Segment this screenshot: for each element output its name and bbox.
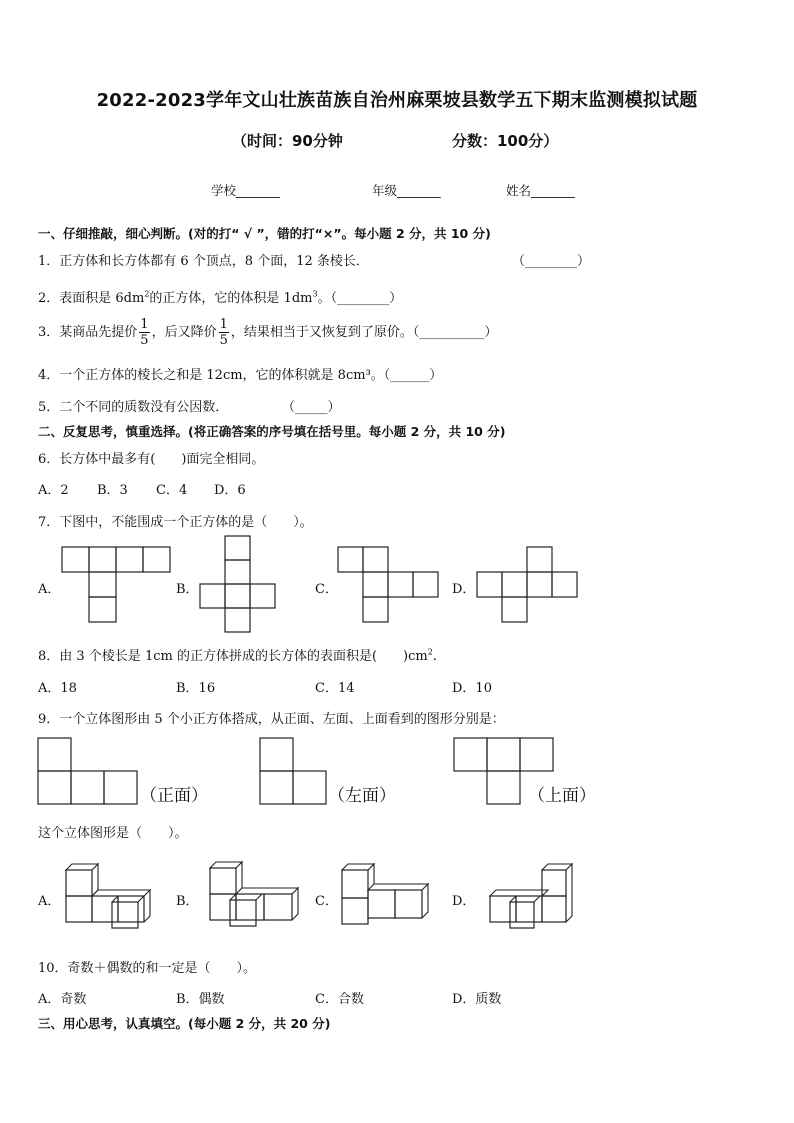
q8-option-d[interactable]: D．10 <box>452 681 492 696</box>
q9-label-c[interactable]: C． <box>315 894 338 909</box>
q8-option-b[interactable]: B．16 <box>176 681 216 696</box>
question-4: 4．一个正方体的棱长之和是 12cm，它的体积就是 8cm³。（______） <box>38 368 443 383</box>
q7-label-c[interactable]: C． <box>315 582 338 597</box>
q7-net-d <box>477 547 579 625</box>
q7-net-a <box>62 547 172 624</box>
q7-net-b <box>200 536 277 634</box>
question-9-ask: 这个立体图形是（ ）。 <box>38 826 188 841</box>
q9-label-a[interactable]: A． <box>38 894 61 909</box>
q9-label-b[interactable]: B． <box>176 894 199 909</box>
exam-time: （时间：90分钟 <box>232 132 343 150</box>
q10-option-d[interactable]: D．质数 <box>452 992 502 1007</box>
question-2: 2．表面积是 $6dm^2$的正方体，它的体积是 $1dm^3$。（________） <box>38 289 403 306</box>
question-6: 6．长方体中最多有( )面完全相同。 <box>38 452 265 467</box>
q7-label-d[interactable]: D． <box>452 582 476 597</box>
exam-score: 分数：100分） <box>452 132 559 150</box>
q9-solid-b <box>208 856 304 932</box>
q9-solid-c <box>340 862 430 928</box>
q10-option-b[interactable]: B．偶数 <box>176 992 225 1007</box>
question-5-blank: （_____） <box>282 400 341 415</box>
q6-option-a[interactable]: A．2 <box>38 483 69 498</box>
q9-solid-a <box>64 862 154 930</box>
question-1 <box>38 250 369 269</box>
q7-label-a[interactable]: A． <box>38 582 61 597</box>
name-field: 姓名_______ <box>506 183 575 198</box>
q6-option-b[interactable]: B．3 <box>97 483 128 498</box>
q9-top-label: （上面） <box>528 786 596 806</box>
question-5: 5．二个不同的质数没有公因数． <box>38 400 229 415</box>
q9-label-d[interactable]: D． <box>452 894 476 909</box>
q8-option-c[interactable]: C．14 <box>315 681 355 696</box>
fraction-one-fifth: $\frac{1}{5}$ <box>219 317 228 348</box>
q9-solid-d <box>488 862 574 932</box>
page-title: 2022-2023学年文山壮族苗族自治州麻栗坡县数学五下期末监测模拟试题 <box>96 90 698 111</box>
question-3: 3．某商品先提价 $\frac{1}{5}$ ，后又降价 $\frac{1}{5}$ ，结果相当于又恢复到了原价。（__________） <box>38 317 498 348</box>
section-1-heading: 一、仔细推敲，细心判断。(对的打“ √ ”，错的打“×”。每小题 2 分，共 10 分) <box>38 226 491 241</box>
section-2-heading: 二、反复思考，慎重选择。(将正确答案的序号填在括号里。每小题 2 分，共 10 分) <box>38 424 506 439</box>
question-1-text: 1．正方体和长方体都有 6 个顶点，8 个面，12 条棱长． <box>38 254 369 269</box>
q7-net-c <box>338 547 440 625</box>
question-10: 10．奇数＋偶数的和一定是（ ）。 <box>38 961 257 976</box>
question-1-blank: （________） <box>512 254 591 269</box>
fraction-one-fifth: $\frac{1}{5}$ <box>140 317 149 348</box>
q6-option-d[interactable]: D．6 <box>214 483 246 498</box>
q10-option-a[interactable]: A．奇数 <box>38 992 87 1007</box>
question-7: 7．下图中，不能围成一个正方体的是（ ）。 <box>38 515 313 530</box>
grade-field: 年级_______ <box>372 183 441 198</box>
school-field: 学校_______ <box>211 183 280 198</box>
q9-front-label: （正面） <box>140 786 208 806</box>
q9-left-label: （左面） <box>328 786 396 806</box>
q9-front-view <box>38 738 138 806</box>
q8-option-a[interactable]: A．18 <box>38 681 77 696</box>
question-9: 9．一个立体图形由 5 个小正方体搭成，从正面、左面、上面看到的图形分别是： <box>38 712 505 727</box>
q6-option-c[interactable]: C．4 <box>156 483 188 498</box>
section-3-heading: 三、用心思考，认真填空。(每小题 2 分，共 20 分) <box>38 1016 331 1031</box>
q7-label-b[interactable]: B． <box>176 582 199 597</box>
q9-left-view <box>260 738 328 806</box>
question-8: 8．由 3 个棱长是 1cm 的正方体拼成的长方体的表面积是( )$cm^2$. <box>38 647 437 664</box>
q10-option-c[interactable]: C．合数 <box>315 992 364 1007</box>
